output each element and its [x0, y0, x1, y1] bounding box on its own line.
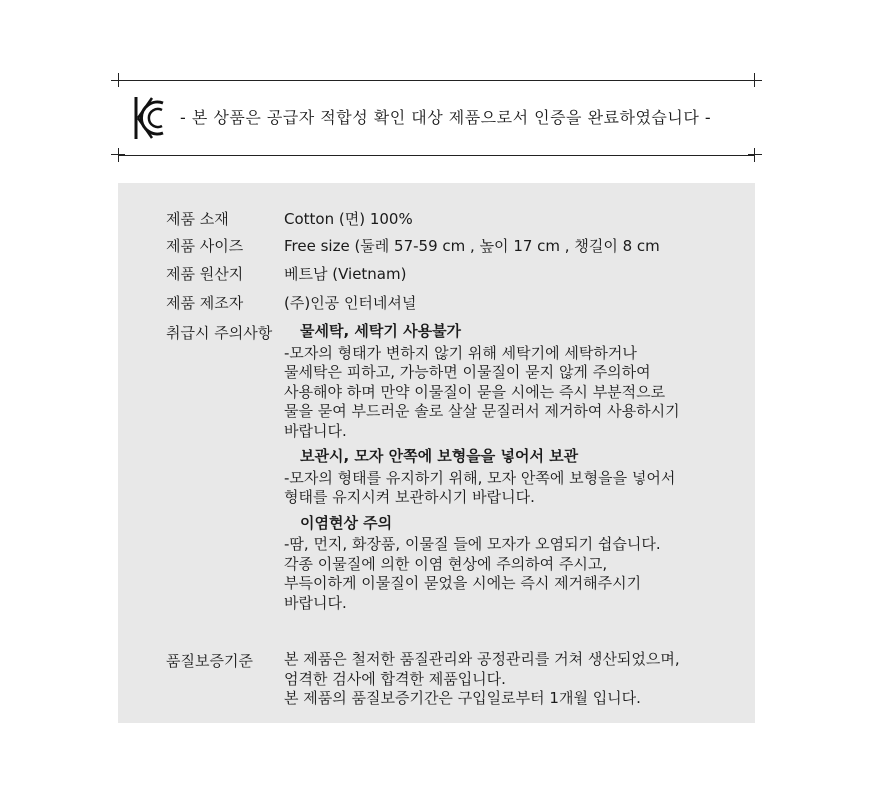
spec-label: 제품 사이즈 — [166, 237, 244, 255]
kc-mark-icon — [132, 93, 166, 143]
care-text-wash: -모자의 형태가 변하지 않기 위해 세탁기에 세탁하거나 물세탁은 피하고, 가능하면 이물질이 묻지 않게 주의하여 사용해야 하며 만약 이물질이 묻을 시에는 즉시 부분적으로 물을 묻여 부드러운 솔로 살살 문질러서 제거하여 사용하시기 바랍니다. — [284, 343, 680, 440]
crop-mark — [748, 80, 762, 81]
spec-value: (주)인공 인터네셔널 — [284, 294, 417, 312]
kc-certification-banner — [118, 80, 755, 156]
care-instructions — [284, 322, 680, 613]
care-heading-storage: 보관시, 모자 안쪽에 보형을을 넣어서 보관 — [300, 447, 579, 465]
crop-mark — [111, 154, 125, 155]
spec-value: Cotton (면) 100% — [284, 210, 413, 228]
crop-mark — [748, 154, 762, 155]
spec-value: 베트남 (Vietnam) — [284, 265, 407, 283]
kc-notice-text: - 본 상품은 공급자 적합성 확인 대상 제품으로서 인증을 완료하였습니다 - — [180, 108, 712, 127]
spec-value: Free size (둘레 57-59 cm , 높이 17 cm , 챙길이 8 cm — [284, 237, 660, 255]
care-heading-stain: 이염현상 주의 — [300, 513, 393, 532]
spec-label: 제품 원산지 — [166, 265, 244, 283]
care-text-stain: -땀, 먼지, 화장품, 이물질 들에 모자가 오염되기 쉽습니다. 각종 이물질에 의한 이염 현상에 주의하여 주시고, 부득이하게 이물질이 묻었을 시에는 즉시 제거해주시기 바랍니다. — [284, 535, 661, 612]
crop-mark — [118, 148, 119, 162]
care-heading-wash: 물세탁, 세탁기 사용불가 — [300, 322, 462, 340]
quality-text: 본 제품은 철저한 품질관리와 공정관리를 거쳐 생산되었으며, 엄격한 검사에 합격한 제품입니다. 본 제품의 품질보증기간은 구입일로부터 1개월 입니다. — [284, 650, 680, 707]
crop-mark — [754, 148, 755, 162]
spec-label: 제품 소재 — [166, 210, 229, 228]
spec-label: 제품 제조자 — [166, 294, 244, 312]
crop-mark — [111, 80, 125, 81]
care-label: 취급시 주의사항 — [166, 324, 273, 342]
product-info-panel — [118, 183, 755, 723]
quality-label: 품질보증기준 — [166, 652, 253, 670]
care-text-storage: -모자의 형태를 유지하기 위해, 모자 안쪽에 보형을을 넣어서 형태를 유지시켜 보관하시기 바랍니다. — [284, 468, 676, 506]
